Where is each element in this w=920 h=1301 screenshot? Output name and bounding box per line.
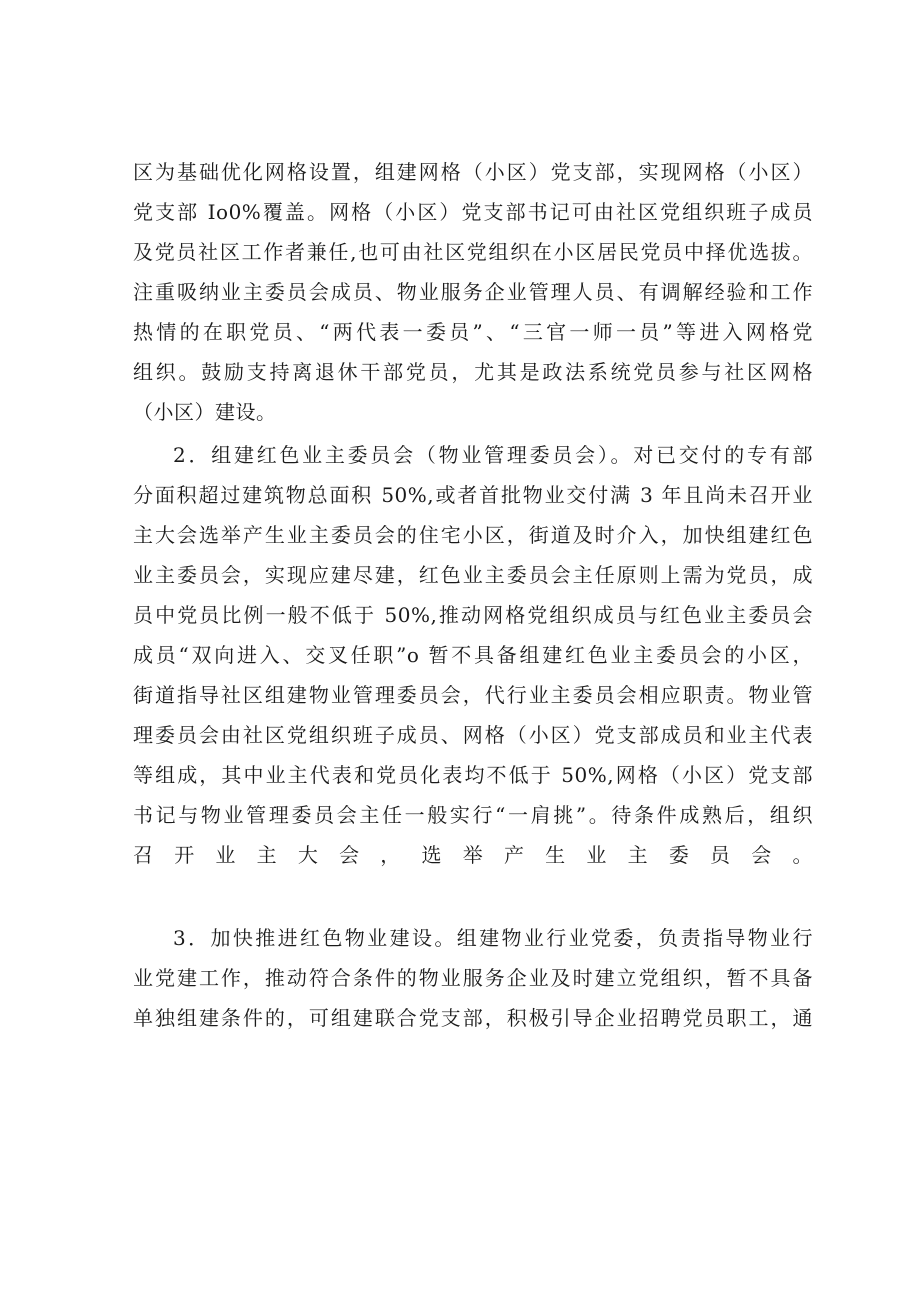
text-line: 热情的在职党员、“两代表一委员”、“三官一师一员”等进入网格党: [133, 320, 813, 344]
text-line: 2．组建红色业主委员会（物业管理委员会）。对已交付的专有部: [173, 443, 813, 467]
text-line: 区为基础优化网格设置，组建网格（小区）党支部，实现网格（小区）: [133, 160, 813, 184]
text-line: 业党建工作，推动符合条件的物业服务企业及时建立党组织，暂不具备: [133, 966, 813, 990]
text-line: 等组成，其中业主代表和党员化表均不低于 50%,网格（小区）党支部: [133, 763, 813, 787]
text-line: 员中党员比例一般不低于 50%,推动网格党组织成员与红色业主委员会: [133, 603, 813, 627]
text-line: 书记与物业管理委员会主任一般实行“一肩挑”。待条件成熟后，组织: [133, 803, 813, 827]
text-line: 街道指导社区组建物业管理委员会，代行业主委员会相应职责。物业管: [133, 683, 813, 707]
text-line: 主大会选举产生业主委员会的住宅小区，街道及时介入，加快组建红色: [133, 523, 813, 547]
paragraph-3: [133, 918, 813, 1038]
paragraph-2: [133, 435, 813, 915]
text-line: （小区）建设。: [133, 400, 277, 424]
text-line: 理委员会由社区党组织班子成员、网格（小区）党支部成员和业主代表: [133, 723, 813, 747]
text-line: 业主委员会，实现应建尽建，红色业主委员会主任原则上需为党员，成: [133, 563, 813, 587]
text-line: 及党员社区工作者兼任,也可由社区党组织在小区居民党员中择优选拔。: [133, 240, 813, 264]
text-line: 注重吸纳业主委员会成员、物业服务企业管理人员、有调解经验和工作: [133, 280, 813, 304]
paragraph-1: [133, 152, 813, 432]
text-line: 组织。鼓励支持离退休干部党员，尤其是政法系统党员参与社区网格: [133, 360, 813, 384]
text-line: 单独组建条件的，可组建联合党支部，积极引导企业招聘党员职工，通: [133, 1006, 813, 1030]
text-line: 分面积超过建筑物总面积 50%,或者首批物业交付满 3 年且尚未召开业: [133, 483, 813, 507]
text-line: 3．加快推进红色物业建设。组建物业行业党委，负责指导物业行: [173, 926, 813, 950]
text-line: 党支部 Io0%覆盖。网格（小区）党支部书记可由社区党组织班子成员: [133, 200, 813, 224]
text-line: 召开业主大会，选举产生业主委员会。: [133, 843, 813, 867]
text-line: [133, 875, 813, 915]
body-text: [133, 152, 813, 1038]
text-line: 成员“双向进入、交叉任职”o 暂不具备组建红色业主委员会的小区，: [133, 643, 813, 667]
